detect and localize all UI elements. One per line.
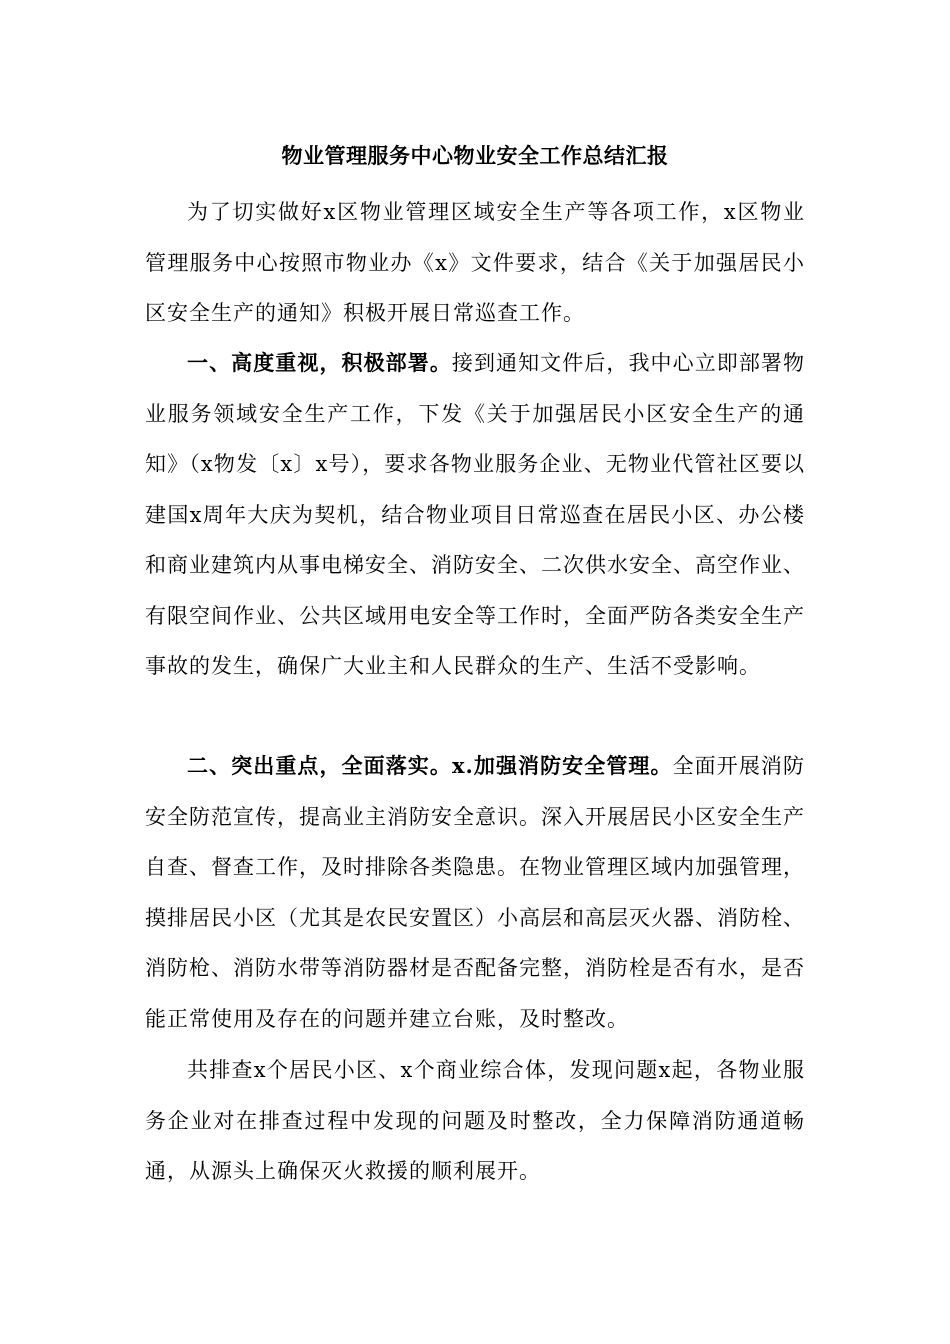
- document-title: 物业管理服务中心物业安全工作总结汇报: [281, 143, 669, 168]
- paragraph-intro: [145, 187, 805, 339]
- paragraph-section-1: [145, 338, 805, 692]
- paragraph-lead: 二、突出重点，全面落实。x.加强消防安全管理。: [187, 753, 673, 778]
- paragraph-text: 全面开展消防安全防范宣传，提高业主消防安全意识。深入开展居民小区安全生产自查、督查工作，及时排除各类隐患。在物业管理区域内加强管理，摸排居民小区（尤其是农民安置区）小高层和高层灭火器、消防栓、消防枪、消防水带等消防器材是否配备完整，消防栓是否有水，是否能正常使用及存在的问题并建立台账，及时整改。: [145, 754, 805, 1031]
- paragraph-text: 接到通知文件后，我中心立即部署物业服务领域安全生产工作，下发《关于加强居民小区安全生产的通知》（x物发〔x〕x号），要求各物业服务企业、无物业代管社区要以建国x周年大庆为契机，结合物业项目日常巡查在居民小区、办公楼和商业建筑内从事电梯安全、消防安全、二次供水安全、高空作业、有限空间作业、公共区域用电安全等工作时，全面严防各类安全生产事故的发生，确保广大业主和人民群众的生产、生活不受影响。: [145, 351, 806, 678]
- paragraph-summary: [145, 1045, 805, 1197]
- paragraph-section-2: [145, 741, 805, 1044]
- paragraph-lead: 一、高度重视，积极部署。: [187, 350, 452, 375]
- paragraph-text: 共排查x个居民小区、x个商业综合体，发现问题x起，各物业服务企业对在排查过程中发现的问题及时整改，全力保障消防通道畅通，从源头上确保灭火救援的顺利展开。: [145, 1058, 805, 1183]
- paragraph-text: 为了切实做好x区物业管理区域安全生产等各项工作，x区物业管理服务中心按照市物业办《x》文件要求，结合《关于加强居民小区安全生产的通知》积极开展日常巡查工作。: [145, 200, 805, 325]
